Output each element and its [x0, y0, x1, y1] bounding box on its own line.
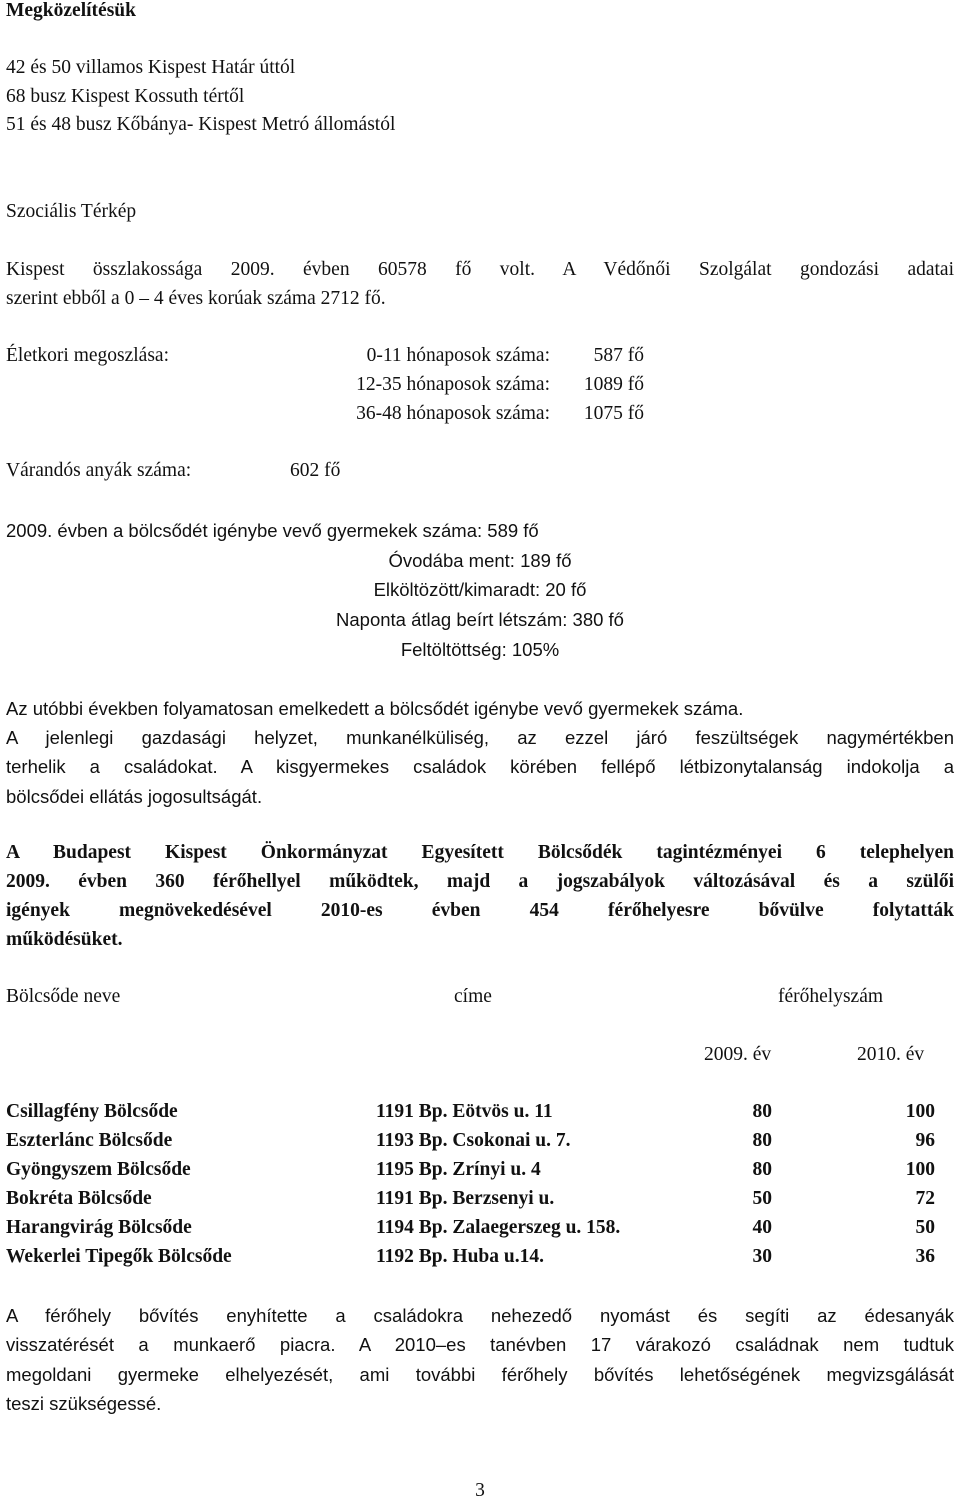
paragraph-line: A férőhely bővítés enyhítette a családokra nehezedő nyomást és segíti az édesanyák — [6, 1305, 954, 1326]
capacity-2009: 80 — [752, 1101, 772, 1122]
paragraph-line: bölcsődei ellátás jogosultságát. — [6, 786, 263, 807]
capacity-2010: 50 — [915, 1217, 935, 1238]
population-line: szerint ebből a 0 – 4 éves korúak száma 2712 fő. — [6, 288, 386, 309]
nursery-name: Wekerlei Tipegők Bölcsőde — [6, 1246, 232, 1267]
transport-line: 42 és 50 villamos Kispest Határ úttól — [6, 57, 296, 78]
capacity-2009: 80 — [752, 1130, 772, 1151]
transport-line: 68 busz Kispest Kossuth tértől — [6, 86, 245, 107]
nursery-stat-line: Elköltözött/kimaradt: 20 fő — [373, 579, 587, 600]
nursery-address: 1192 Bp. Huba u.14. — [376, 1246, 544, 1267]
nursery-stat-line: Óvodába ment: 189 fő — [388, 550, 572, 571]
age-row-label: 0-11 hónaposok száma: — [366, 345, 550, 366]
population-line: Kispest összlakossága 2009. évben 60578 fő volt. A Védőnői Szolgálat gondozási adatai — [6, 259, 954, 280]
paragraph-line: A jelenlegi gazdasági helyzet, munkanélküliség, az ezzel járó feszültségek nagymértékben — [6, 727, 954, 748]
nursery-name: Csillagfény Bölcsőde — [6, 1101, 178, 1122]
paragraph-line: működésüket. — [6, 929, 123, 950]
expecting-mothers-label: Várandós anyák száma: — [6, 460, 192, 481]
capacity-2009: 40 — [752, 1217, 772, 1238]
paragraph-line: Az utóbbi években folyamatosan emelkedett a bölcsődét igénybe vevő gyermekek száma. — [6, 698, 744, 719]
capacity-2009: 80 — [752, 1159, 772, 1180]
table-header-year-2010: 2010. év — [857, 1044, 925, 1065]
table-header-address: címe — [454, 986, 492, 1007]
capacity-2010: 72 — [915, 1188, 935, 1209]
age-row-value: 587 fő — [593, 345, 644, 366]
capacity-2009: 30 — [752, 1246, 772, 1267]
paragraph-line: A Budapest Kispest Önkormányzat Egyesített Bölcsődék tagintézményei 6 telephelyen — [6, 842, 954, 863]
social-map-title: Szociális Térkép — [6, 201, 137, 222]
nursery-stat-line: Feltöltöttség: 105% — [400, 639, 560, 660]
nursery-address: 1194 Bp. Zalaegerszeg u. 158. — [376, 1217, 621, 1238]
paragraph-line: terhelik a családokat. A kisgyermekes családok körében fellépő létbizonytalanság indokolja a — [6, 756, 954, 777]
nursery-name: Eszterlánc Bölcsőde — [6, 1130, 173, 1151]
paragraph-line: igények megnövekedésével 2010-es évben 454 férőhelyesre bővülve folytatták — [6, 900, 954, 921]
capacity-2009: 50 — [752, 1188, 772, 1209]
nursery-address: 1191 Bp. Eötvös u. 11 — [376, 1101, 553, 1122]
transport-line: 51 és 48 busz Kőbánya- Kispest Metró állomástól — [6, 114, 396, 135]
age-row-value: 1075 fő — [583, 403, 644, 424]
capacity-2010: 96 — [915, 1130, 935, 1151]
age-row-label: 12-35 hónaposok száma: — [356, 374, 550, 395]
expecting-mothers-value: 602 fő — [290, 460, 341, 481]
table-header-year-2009: 2009. év — [704, 1044, 772, 1065]
capacity-2010: 36 — [915, 1246, 935, 1267]
capacity-2010: 100 — [905, 1101, 935, 1122]
table-header-name: Bölcsőde neve — [6, 986, 121, 1007]
nursery-stat-line: Naponta átlag beírt létszám: 380 fő — [336, 609, 624, 630]
page-number: 3 — [475, 1480, 485, 1501]
nursery-address: 1193 Bp. Csokonai u. 7. — [376, 1130, 571, 1151]
nursery-address: 1191 Bp. Berzsenyi u. — [376, 1188, 555, 1209]
paragraph-line: megoldani gyermeke elhelyezését, ami további férőhely bővítés lehetőségének megvizsgálását — [6, 1364, 954, 1385]
approach-heading: Megközelítésük — [6, 0, 136, 21]
nursery-stat-line: 2009. évben a bölcsődét igénybe vevő gyermekek száma: 589 fő — [6, 520, 539, 541]
age-row-label: 36-48 hónaposok száma: — [356, 403, 550, 424]
age-distribution-label: Életkori megoszlása: — [6, 345, 169, 366]
capacity-2010: 100 — [905, 1159, 935, 1180]
paragraph-line: teszi szükségessé. — [6, 1393, 162, 1414]
table-header-capacity: férőhelyszám — [778, 986, 884, 1007]
paragraph-line: visszatérését a munkaerő piacra. A 2010–es tanévben 17 várakozó családnak nem tudtuk — [6, 1334, 954, 1355]
nursery-address: 1195 Bp. Zrínyi u. 4 — [376, 1159, 541, 1180]
age-row-value: 1089 fő — [583, 374, 644, 395]
paragraph-line: 2009. évben 360 férőhellyel működtek, majd a jogszabályok változásával és a szülői — [6, 871, 954, 892]
nursery-name: Harangvirág Bölcsőde — [6, 1217, 192, 1238]
nursery-name: Bokréta Bölcsőde — [6, 1188, 152, 1209]
nursery-name: Gyöngyszem Bölcsőde — [6, 1159, 191, 1180]
